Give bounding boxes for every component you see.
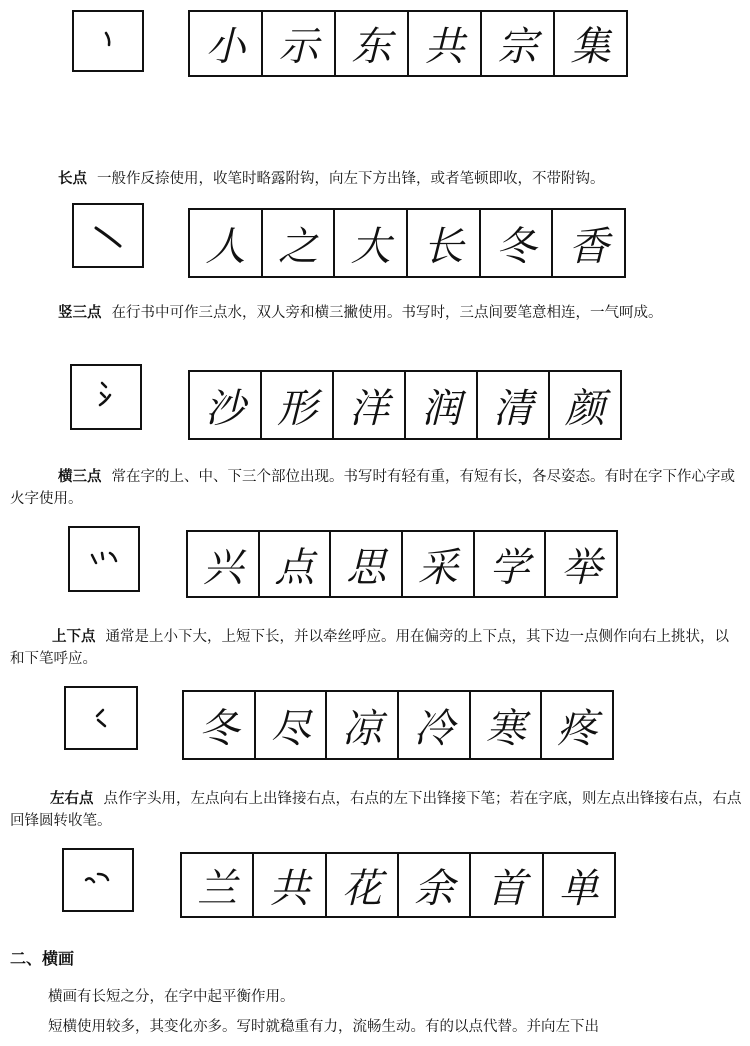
example-character: 点 xyxy=(260,532,332,596)
example-character: 兰 xyxy=(182,854,254,916)
example-character: 清 xyxy=(478,372,550,438)
example-character: 东 xyxy=(336,12,409,75)
stroke-example-box xyxy=(68,526,140,592)
example-character: 沙 xyxy=(190,372,262,438)
example-character: 花 xyxy=(327,854,399,916)
example-character: 集 xyxy=(570,24,611,70)
example-character: 寒 xyxy=(471,692,543,758)
description-paragraph xyxy=(58,168,742,190)
stroke-example-box xyxy=(62,848,134,912)
example-character: 冬 xyxy=(481,210,554,276)
stroke-term: 竖三点 xyxy=(58,305,102,321)
up-down-dots-glyph xyxy=(81,698,121,738)
horizontal-three-dots-glyph xyxy=(82,541,126,577)
character-grid xyxy=(188,10,628,77)
example-character: 大 xyxy=(335,210,408,276)
example-character: 余 xyxy=(399,854,471,916)
example-character: 凉 xyxy=(327,692,399,758)
example-character: 单 xyxy=(558,865,599,912)
example-character: 冬 xyxy=(184,692,256,758)
stroke-example-box xyxy=(72,203,144,268)
description-paragraph xyxy=(10,466,742,510)
example-character: 人 xyxy=(190,210,263,276)
section-heading: 二、横画 xyxy=(10,949,75,968)
example-character: 香 xyxy=(568,223,609,270)
left-right-dots-glyph xyxy=(76,862,120,898)
paragraph-text: 通常是上小下大，上短下长，并以牵丝呼应。用在偏旁的上下点，其下边一点侧作向右上挑状，以和下笔呼应。 xyxy=(10,629,729,667)
stroke-term: 长点 xyxy=(58,171,87,187)
description-paragraph xyxy=(10,626,742,670)
example-character: 首 xyxy=(471,854,543,916)
stroke-term: 横三点 xyxy=(58,469,102,485)
stroke-example-box xyxy=(64,686,138,750)
paragraph-text: 在行书中可作三点水，双人旁和横三撇使用。书写时，三点间要笔意相连，一气呵成。 xyxy=(111,305,663,321)
example-character: 之 xyxy=(263,210,336,276)
body-line: 短横使用较多，其变化亦多。写时就稳重有力，流畅生动。有的以点代替。并向左下出 xyxy=(48,1019,599,1035)
character-grid xyxy=(182,690,614,760)
character-grid xyxy=(180,852,616,918)
example-character: 思 xyxy=(331,532,403,596)
example-character: 形 xyxy=(262,372,334,438)
example-character: 宗 xyxy=(482,12,555,75)
stroke-example-box xyxy=(72,10,144,72)
description-paragraph xyxy=(10,788,742,832)
paragraph-text: 常在字的上、中、下三个部位出现。书写时有轻有重，有短有长，各尽姿态。有时在字下作心字或火字使用。 xyxy=(10,469,735,507)
stroke-term: 左右点 xyxy=(50,791,94,807)
character-grid xyxy=(188,370,622,440)
example-character: 共 xyxy=(409,12,482,75)
stroke-term: 上下点 xyxy=(52,629,96,645)
example-character: 举 xyxy=(561,544,602,591)
example-character: 洋 xyxy=(334,372,406,438)
example-character: 润 xyxy=(406,372,478,438)
body-line: 横画有长短之分，在字中起平衡作用。 xyxy=(48,989,295,1005)
long-dot-stroke-glyph xyxy=(86,216,130,256)
example-character: 冷 xyxy=(399,692,471,758)
example-character: 学 xyxy=(475,532,547,596)
example-character: 长 xyxy=(408,210,481,276)
example-character: 尽 xyxy=(256,692,328,758)
character-grid xyxy=(188,208,626,278)
description-paragraph xyxy=(10,302,742,324)
dot-stroke-glyph xyxy=(88,21,128,61)
paragraph-text: 一般作反捺使用，收笔时略露附钩，向左下方出锋，或者笔顿即收，不带附钩。 xyxy=(97,171,605,187)
stroke-example-box xyxy=(70,364,142,430)
vertical-three-dots-glyph xyxy=(86,375,126,419)
paragraph-text: 点作字头用，左点向右上出锋接右点，右点的左下出锋接下笔；若在字底，则左点出锋接右点，右点回锋圆转收笔。 xyxy=(10,791,742,829)
example-character: 小 xyxy=(190,12,263,75)
example-character: 示 xyxy=(263,12,336,75)
example-character: 疼 xyxy=(557,705,598,752)
example-character: 共 xyxy=(254,854,326,916)
character-grid xyxy=(186,530,618,598)
example-character: 采 xyxy=(403,532,475,596)
example-character: 兴 xyxy=(188,532,260,596)
example-character: 颜 xyxy=(565,385,605,432)
